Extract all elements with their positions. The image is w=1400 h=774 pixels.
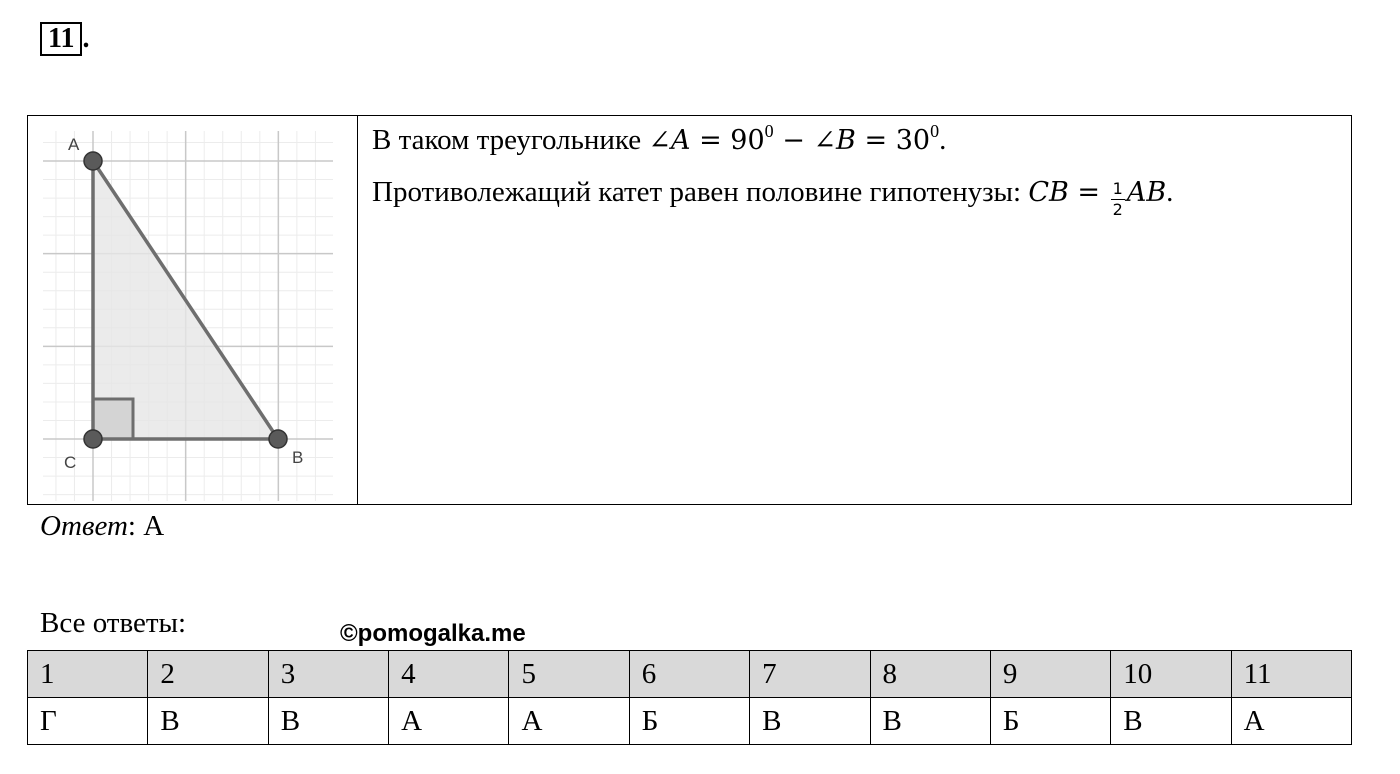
answers-table <box>27 650 1352 745</box>
line1-eq1: = 90 <box>690 125 765 156</box>
answer-value-cell: В <box>148 698 268 745</box>
answers-number-row <box>28 651 1352 698</box>
point-a <box>84 152 102 170</box>
answer-number-cell: 7 <box>750 651 870 698</box>
answer-label: Ответ <box>40 510 128 542</box>
point-c <box>84 430 102 448</box>
label-b: B <box>292 448 304 467</box>
fraction-numerator: 1 <box>1112 179 1123 199</box>
answer-number-cell: 11 <box>1231 651 1351 698</box>
line1-end: . <box>939 124 947 156</box>
solution-text-cell <box>372 120 1341 220</box>
answer-value-cell: В <box>750 698 870 745</box>
angle-a: ∠A <box>648 125 691 156</box>
answer-value-cell: Г <box>28 698 148 745</box>
answer-value-cell: В <box>870 698 990 745</box>
answer-value-cell: В <box>1111 698 1231 745</box>
answer-value-cell: А <box>1231 698 1351 745</box>
answer-sep: : <box>127 510 144 542</box>
problem-number-box <box>40 22 82 56</box>
answer-number-cell: 3 <box>268 651 388 698</box>
answer-value-cell: Б <box>990 698 1110 745</box>
solution-line-1 <box>372 120 1341 158</box>
line1-text: В таком треугольнике <box>372 124 649 156</box>
segment-ab: AB <box>1126 177 1167 209</box>
line1-degree-1: 0 <box>764 121 774 141</box>
angle-b: ∠B <box>813 125 856 156</box>
fraction-denominator: 2 <box>1112 200 1123 220</box>
answer-number-cell: 9 <box>990 651 1110 698</box>
solution-line-2 <box>372 174 1341 220</box>
line1-eq2: = 30 <box>855 125 931 156</box>
solution-table <box>27 115 1352 505</box>
point-b <box>269 430 287 448</box>
answer-number-cell: 4 <box>389 651 509 698</box>
watermark: ©pomogalka.me <box>340 620 526 647</box>
label-c: C <box>64 453 77 472</box>
answer-number-cell: 8 <box>870 651 990 698</box>
answers-value-row <box>28 698 1352 745</box>
line2-eq: = <box>1068 177 1109 209</box>
answer-line <box>40 510 164 543</box>
fraction-one-half <box>1111 179 1125 220</box>
answer-number-cell: 6 <box>629 651 749 698</box>
answer-value-cell: А <box>509 698 629 745</box>
figure-cell <box>28 116 358 504</box>
answer-value-cell: А <box>389 698 509 745</box>
answer-number-cell: 10 <box>1111 651 1231 698</box>
line2-end: . <box>1166 176 1174 209</box>
answer-value: А <box>143 510 165 542</box>
problem-number <box>40 22 89 56</box>
answer-value-cell: В <box>268 698 388 745</box>
problem-number-suffix: . <box>82 23 90 54</box>
answer-value-cell: Б <box>629 698 749 745</box>
segment-cb: CB <box>1028 177 1069 209</box>
triangle-figure <box>28 116 356 504</box>
label-a: A <box>68 135 80 154</box>
answer-number-cell: 5 <box>509 651 629 698</box>
problem-number-value: 11 <box>48 23 75 54</box>
all-answers-label: Все ответы: <box>40 607 187 639</box>
line1-minus: − <box>773 125 814 156</box>
line1-degree-2: 0 <box>930 121 940 141</box>
answer-number-cell: 2 <box>148 651 268 698</box>
line2-text: Противолежащий катет равен половине гипотенузы: <box>372 176 1029 209</box>
answer-number-cell: 1 <box>28 651 148 698</box>
